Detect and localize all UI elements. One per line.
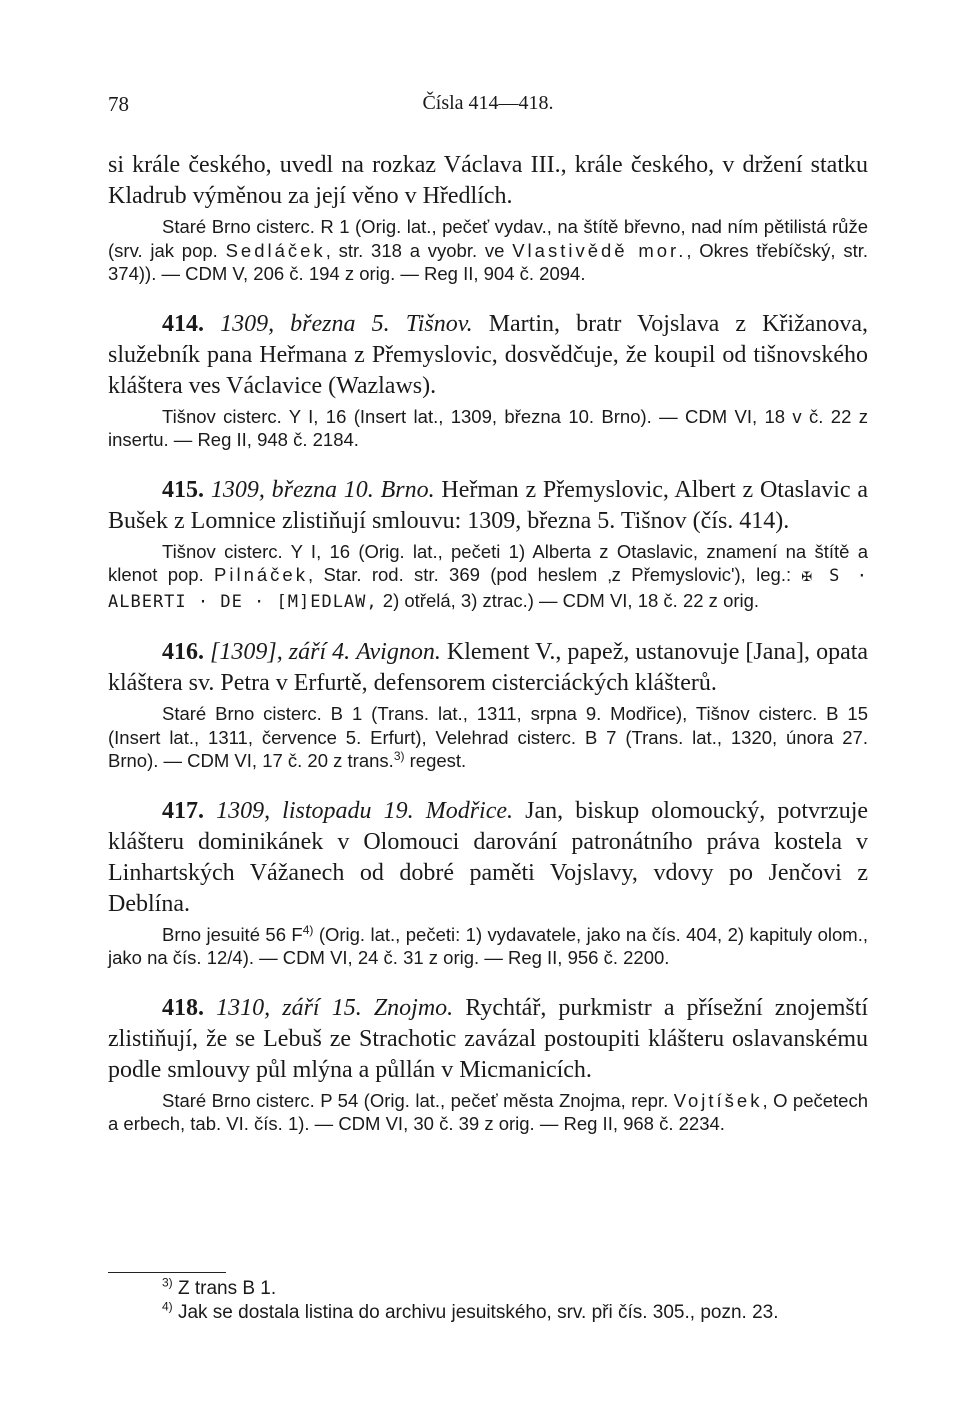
entry-number: 418. bbox=[162, 994, 204, 1021]
entry-regest bbox=[108, 309, 868, 402]
entry-number: 414. bbox=[162, 310, 204, 337]
entry-regest bbox=[108, 475, 868, 537]
note-text: , O pečetech a erbech, tab. VI. čís. 1). — CDM VI, 30 č. 39 z orig. — Reg II, 968 č. 2234. bbox=[108, 1089, 868, 1134]
entry-note bbox=[108, 1089, 868, 1136]
page-body bbox=[108, 150, 868, 1136]
running-head: Čísla 414—418. bbox=[422, 92, 554, 114]
note-text: (Orig. lat., pečeti: 1) vydavatele, jako na čís. 404, 2) kapituly olom., jako na čís. 12/4). — CDM VI, 24 č. 31 z orig. — Reg II, 956 č. 2200. bbox=[108, 923, 868, 968]
seal-legend: ✠ S · ALBERTI · DE · [M]EDLAW, bbox=[108, 566, 868, 612]
entry-place: Modřice. bbox=[425, 797, 514, 824]
entry-number: 415. bbox=[162, 476, 204, 503]
entry-text: Martin, bratr Vojslava z Křižanova, služebník pana Heřmana z Přemyslovic, dosvědčuje, že koupil od tišnovského kláštera ves Václavice (Wazlaws). bbox=[108, 310, 869, 399]
entry-415 bbox=[108, 475, 868, 615]
entry-414 bbox=[108, 309, 868, 452]
entry-text: Rychtář, purkmistr a přísežní znojemští zlistiňují, že se Lebuš ze Strachotic zavázal postoupiti klášteru oslavanskému podle smlouvy půl mlýna a půllán v Micmanicích. bbox=[108, 994, 869, 1083]
entry-date: 1310, září 15. bbox=[216, 994, 362, 1021]
entry-place: Avignon. bbox=[356, 639, 441, 665]
author-name: Sedláček bbox=[225, 239, 326, 261]
entry-place: Tišnov. bbox=[405, 310, 473, 337]
entry-number: 417. bbox=[162, 797, 204, 824]
entry-note bbox=[108, 923, 868, 970]
entry-date: 1309, listopadu 19. bbox=[216, 797, 414, 824]
page-header bbox=[108, 92, 868, 118]
note-text: , Okres třebíčský, str. 374)). — CDM V, 206 č. 194 z orig. — Reg II, 904 č. 2094. bbox=[108, 239, 868, 284]
entry-regest bbox=[108, 637, 868, 699]
entry-date: 1309, března 10. bbox=[210, 476, 374, 503]
note-text: Staré Brno cisterc. R 1 (Orig. lat., pečeť vydav., na štítě břevno, nad ním pětilistá růže (srv. jak pop. bbox=[108, 216, 868, 261]
author-name: Pilnáček bbox=[214, 564, 308, 585]
continuation-text: si krále českého, uvedl na rozkaz Václava III., krále českého, v držení statku Kladrub výměnou za její věno v Hředlích. bbox=[108, 152, 868, 209]
note-text: , Star. rod. str. 369 (pod heslem ‚z Přemyslovic'), leg.: bbox=[307, 564, 802, 585]
continuation-note bbox=[108, 215, 868, 286]
note-text: regest. bbox=[404, 750, 467, 771]
footnote-text: Jak se dostala listina do archivu jesuitského, srv. při čís. 305., pozn. 23. bbox=[172, 1302, 779, 1323]
entry-note: Tišnov cisterc. Y I, 16 (Insert lat., 1309, března 10. Brno). — CDM VI, 18 v č. 22 z insertu. — Reg II, 948 č. 2184. bbox=[108, 405, 868, 450]
entry-date: 1309, března 5. bbox=[220, 310, 390, 337]
entry-text: Klement V., papež, ustanovuje [Jana], opata kláštera sv. Petra v Erfurtě, defensorem cisterciáckých klášterů. bbox=[108, 639, 869, 696]
page-number: 78 bbox=[108, 92, 129, 116]
footnote-ref[interactable]: 3) bbox=[393, 748, 405, 763]
entry-date: [1309], září 4. bbox=[210, 639, 351, 665]
note-text: 2) otřelá, 3) ztrac.) — CDM VI, 18 č. 22 z orig. bbox=[377, 589, 760, 611]
entry-regest bbox=[108, 796, 868, 920]
entry-note bbox=[108, 702, 868, 773]
entry-418 bbox=[108, 993, 868, 1136]
entry-note bbox=[108, 540, 868, 615]
footnote-marker: 4) bbox=[162, 1299, 173, 1314]
footnote-ref[interactable]: 4) bbox=[302, 922, 314, 937]
note-text: Staré Brno cisterc. P 54 (Orig. lat., pečeť města Znojma, repr. bbox=[162, 1089, 674, 1111]
note-text: Tišnov cisterc. Y I, 16 (Orig. lat., pečeti 1) Alberta z Otaslavic, znamení na štítě a klenot pop. bbox=[108, 540, 868, 585]
footnote-text: Z trans B 1. bbox=[172, 1278, 277, 1299]
entry-place: Brno. bbox=[380, 476, 435, 503]
entry-416 bbox=[108, 637, 868, 773]
note-text: Staré Brno cisterc. B 1 (Trans. lat., 1311, srpna 9. Modřice), Tišnov cisterc. B 15 (Insert lat., 1311, července 5. Erfurt), Velehrad cisterc. B 7 (Trans. lat., 1320, února 27. Brno). — CDM VI, 17 č. 20 z trans. bbox=[108, 703, 868, 771]
entry-place: Znojmo. bbox=[373, 994, 454, 1021]
entry-text: Jan, biskup olomoucký, potvrzuje klášteru dominikánek v Olomouci darování patronátního práva kostela v Linhartských Vážanech od dobré paměti Vojslavy, vdovy po Jenčovi z Deblína. bbox=[108, 797, 869, 917]
entry-text: Heřman z Přemyslovic, Albert z Otaslavic a Bušek z Lomnice zlistiňují smlouvu: 1309, března 5. Tišnov (čís. 414). bbox=[108, 476, 869, 534]
entry-regest bbox=[108, 993, 868, 1086]
footnote-marker: 3) bbox=[162, 1275, 173, 1290]
footnote-rule bbox=[108, 1272, 226, 1273]
entry-number: 416. bbox=[162, 639, 204, 665]
entry-417 bbox=[108, 796, 868, 970]
footnote-4 bbox=[108, 1301, 868, 1325]
footnotes bbox=[108, 1272, 868, 1325]
author-name: Vojtíšek bbox=[673, 1089, 763, 1111]
note-text: , str. 318 a vyobr. ve bbox=[325, 239, 513, 261]
footnote-3 bbox=[108, 1277, 868, 1301]
note-text: Brno jesuité 56 F bbox=[162, 923, 303, 945]
work-title: Vlastivědě mor. bbox=[512, 239, 687, 261]
